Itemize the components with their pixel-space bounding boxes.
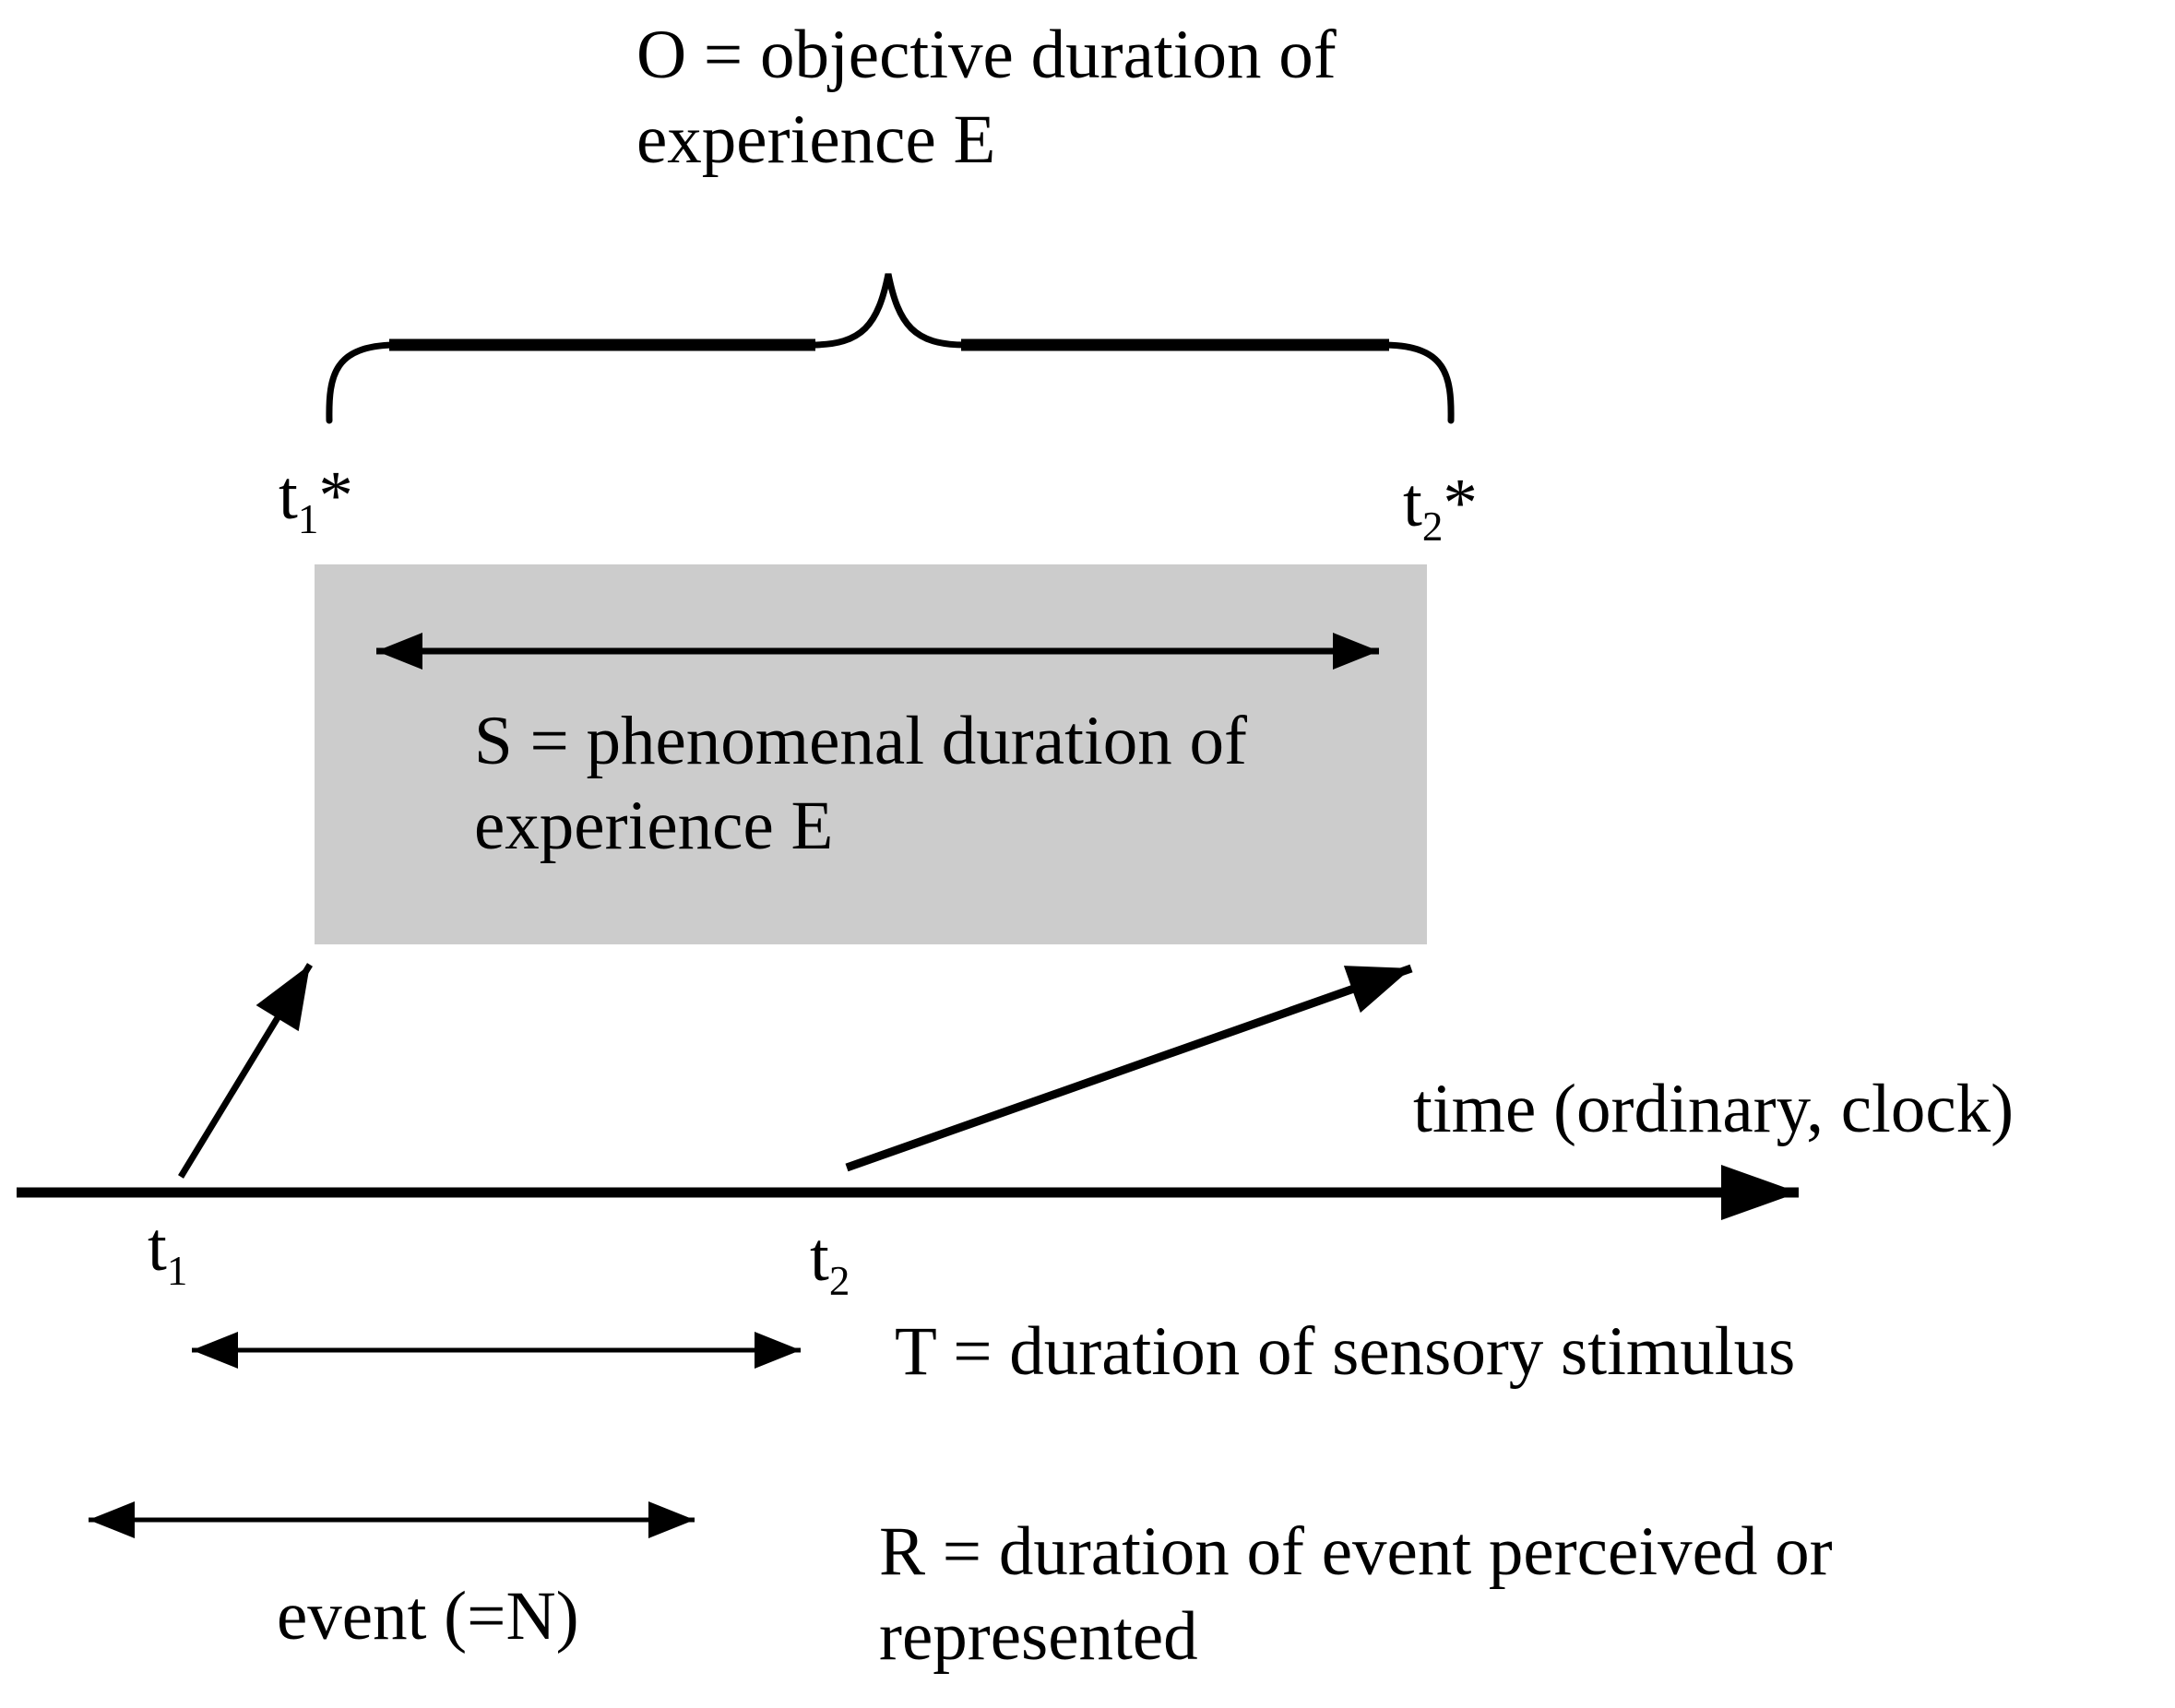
event-label: event (=N): [277, 1578, 579, 1655]
phenomenal-duration-line1: S = phenomenal duration of: [474, 703, 1247, 779]
event-duration-label: [879, 1510, 1833, 1679]
time-axis-label: time (ordinary, clock): [1413, 1071, 2015, 1147]
stimulus-duration-label: T = duration of sensory stimulus: [895, 1313, 1796, 1390]
event-duration-line2: represented: [879, 1598, 1198, 1675]
phenomenal-duration-label: [474, 699, 1247, 869]
event-duration-line1: R = duration of event perceived or: [879, 1513, 1833, 1590]
projection-arrow-t1: [181, 965, 310, 1177]
objective-duration-line1: O = objective duration of: [636, 17, 1337, 93]
t2-label: $t_2$: [810, 1219, 850, 1304]
objective-duration-brace-icon: [329, 274, 1451, 421]
objective-duration-line2: experience E: [636, 101, 996, 178]
t1-label: $t_1$: [148, 1209, 188, 1294]
projection-arrow-t2: [847, 968, 1411, 1168]
phenomenal-duration-line2: experience E: [474, 788, 834, 864]
objective-duration-label: [636, 13, 1337, 183]
t1-star-label: $t_1*$: [279, 457, 353, 542]
t2-star-label: $t_2*$: [1403, 465, 1478, 550]
